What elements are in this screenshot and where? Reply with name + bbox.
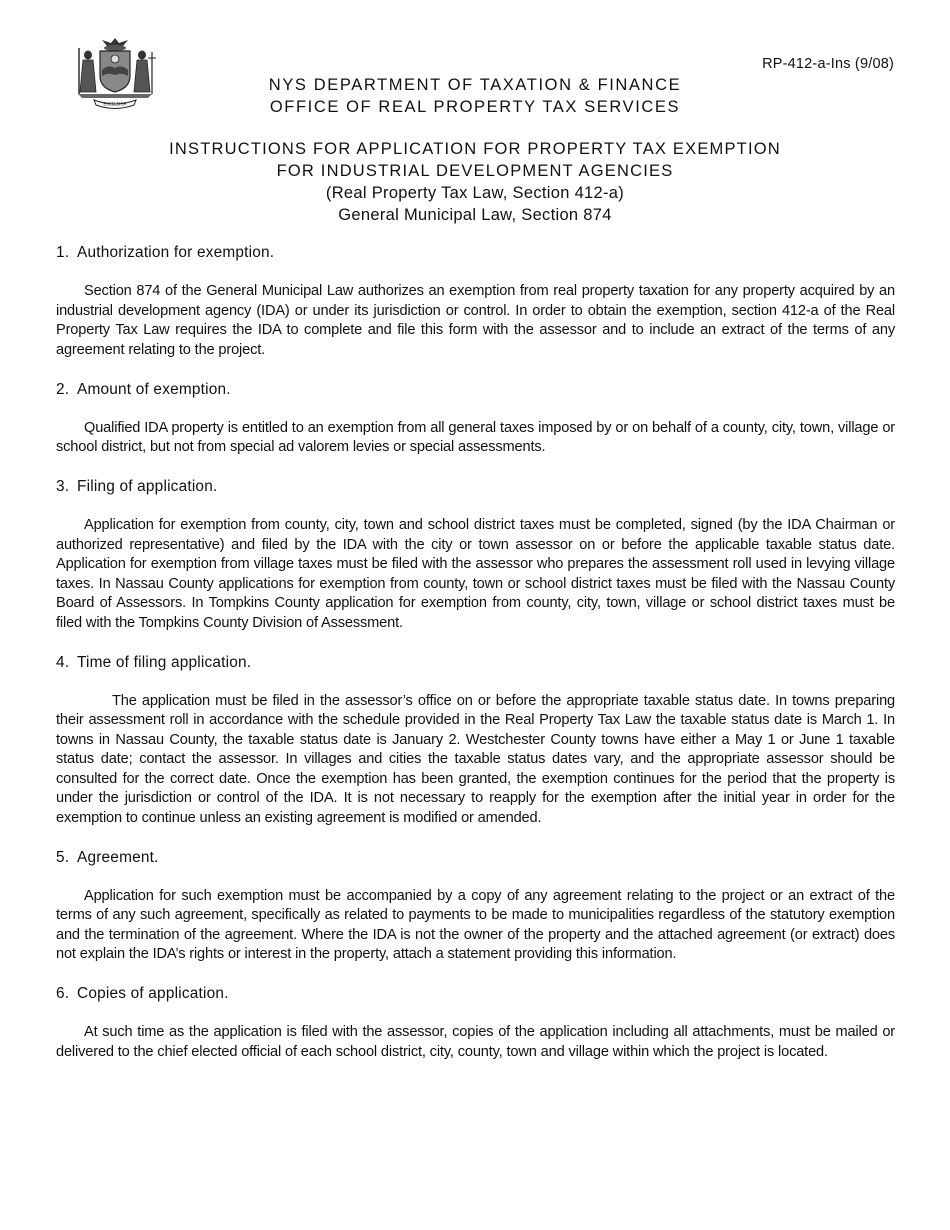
section-heading bbox=[56, 243, 895, 263]
title-line-2: FOR INDUSTRIAL DEVELOPMENT AGENCIES bbox=[276, 162, 674, 180]
section-heading bbox=[56, 653, 895, 673]
title-line-4: General Municipal Law, Section 874 bbox=[338, 206, 612, 224]
section-time-of-filing bbox=[56, 653, 895, 829]
section-agreement bbox=[56, 848, 895, 965]
section-number: 3. bbox=[56, 478, 70, 495]
section-amount bbox=[56, 380, 895, 458]
section-number: 2. bbox=[56, 380, 70, 398]
section-heading bbox=[56, 380, 895, 400]
section-title: Copies of application. bbox=[77, 985, 229, 1002]
document-title bbox=[0, 138, 950, 226]
section-copies bbox=[56, 984, 895, 1062]
section-title: Time of filing application. bbox=[77, 653, 252, 671]
department-name: NYS DEPARTMENT OF TAXATION & FINANCE bbox=[268, 76, 682, 94]
section-title: Authorization for exemption. bbox=[77, 244, 275, 261]
section-paragraph: Qualified IDA property is entitled to an exemption from all general taxes imposed by or on behalf of a county, city, town, village or school district, but not from special ad valorem levies or special assessments. bbox=[56, 419, 895, 455]
instructions-body bbox=[56, 243, 895, 1082]
seal-motto: EXCELSIOR bbox=[103, 101, 127, 107]
title-line-1: INSTRUCTIONS FOR APPLICATION FOR PROPERTY TAX EXEMPTION bbox=[169, 140, 781, 158]
section-heading bbox=[56, 848, 895, 868]
section-filing bbox=[56, 477, 895, 633]
section-number: 1. bbox=[56, 244, 70, 261]
section-paragraph: The application must be filed in the assessor’s office on or before the appropriate taxable status date. In towns preparing their assessment roll in accordance with the schedule provided in the Real Property Tax Law the taxable status date is March 1. In towns in Nassau County, the taxable status date is January 2. Westchester County towns have either a May 1 or June 1 taxable status date; contact the assessor. In villages and cities the taxable status dates vary, and the appropriate assessor should be consulted for the correct date. Once the exemption has been granted, the exemption continues for the period that the property is under the jurisdiction or control of the IDA. It is not necessary to reapply for the exemption after the initial year in order for the exemption to continue unless an existing agreement is modified or amended. bbox=[56, 692, 895, 826]
section-heading bbox=[56, 984, 895, 1004]
section-paragraph: Application for such exemption must be accompanied by a copy of any agreement relating to the project or an extract of the terms of any such agreement, specifically as related to payments to be made to municipalities regardless of the statutory exemption and the termination of the agreement. Where the IDA is not the owner of the property and the attached agreement (or extract) does not explain the IDA’s rights or interest in the property, attach a statement providing this information. bbox=[56, 887, 895, 962]
section-heading bbox=[56, 477, 895, 497]
section-title: Filing of application. bbox=[77, 478, 218, 495]
office-name: OFFICE OF REAL PROPERTY TAX SERVICES bbox=[269, 98, 681, 116]
section-number: 6. bbox=[56, 985, 70, 1002]
section-number: 5. bbox=[56, 848, 70, 866]
section-number: 4. bbox=[56, 653, 70, 671]
section-authorization bbox=[56, 243, 895, 360]
form-number: RP-412-a-Ins (9/08) bbox=[762, 56, 894, 72]
title-line-3: (Real Property Tax Law, Section 412-a) bbox=[325, 184, 625, 202]
section-title: Agreement. bbox=[77, 848, 159, 866]
section-paragraph: Section 874 of the General Municipal Law authorizes an exemption from real property taxation for any property acquired by an industrial development agency (IDA) or under its jurisdiction or control. In order to obtain the exemption, section 412-a of the Real Property Tax Law requires the IDA to complete and file this form with the assessor and to include an extract of the terms of any agreement relating to the project. bbox=[56, 283, 895, 358]
section-title: Amount of exemption. bbox=[77, 380, 231, 398]
section-paragraph: Application for exemption from county, city, town and school district taxes must be completed, signed (by the IDA Chairman or authorized representative) and filed by the IDA with the city or town assessor on or before the applicable taxable status date. Application for exemption from village taxes must be filed with the assessor who prepares the assessment roll used in levying village taxes. In Nassau County applications for exemption from county, town or school district taxes must be filed with the Nassau County Board of Assessors. In Tompkins County application for exemption from county, city, town, village or school district taxes must be filed with the Tompkins County Division of Assessment. bbox=[56, 517, 895, 631]
section-paragraph: At such time as the application is filed with the assessor, copies of the application including all attachments, must be mailed or delivered to the chief elected official of each school district, city, county, town and village within which the project is located. bbox=[56, 1024, 895, 1060]
